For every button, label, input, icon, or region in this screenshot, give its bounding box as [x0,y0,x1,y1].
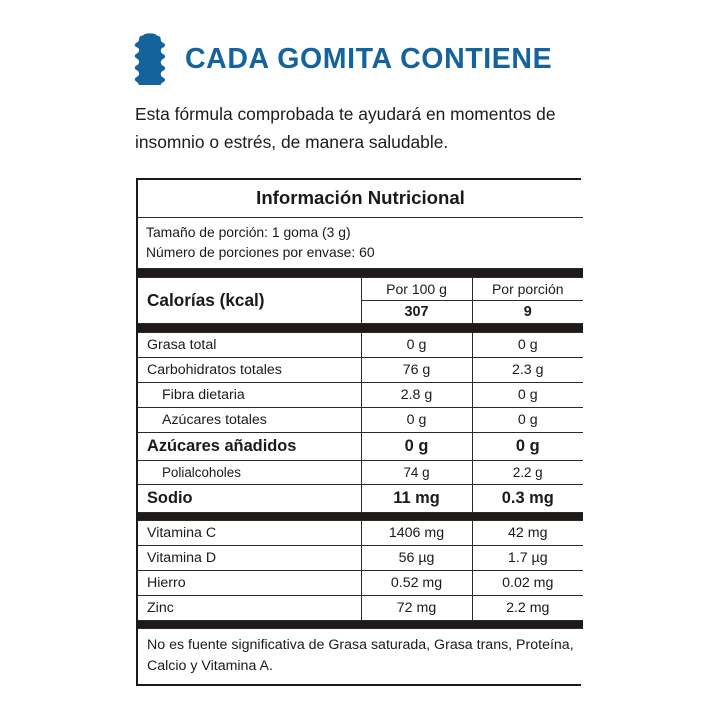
nutrient-name: Grasa total [138,333,361,358]
table-row [138,485,583,513]
calories-header-row [138,278,583,301]
nutrient-value-per-100g: 56 µg [361,546,472,571]
nutrient-value-per-portion: 0.3 mg [472,485,583,513]
nutrient-value-per-portion: 0 g [472,433,583,461]
footnote-text: No es fuente significativa de Grasa saturada, Grasa trans, Proteína, Calcio y Vitamina A. [138,629,583,684]
nutrient-value-per-100g: 0.52 mg [361,571,472,596]
table-row [138,433,583,461]
nutrition-facts-table [136,178,581,686]
nutrient-name: Hierro [138,571,361,596]
nutrient-value-per-100g: 74 g [361,461,472,485]
divider-bar-before-note [138,621,583,629]
nutrient-value-per-portion: 2.2 g [472,461,583,485]
section-header [133,33,552,85]
table-row [138,383,583,408]
table-row [138,521,583,546]
table-title-row [138,180,583,218]
table-row [138,358,583,383]
table-row [138,461,583,485]
column-header-per-100g: Por 100 g [361,278,472,301]
nutrient-value-per-100g: 76 g [361,358,472,383]
serving-info [138,218,583,269]
table-row [138,408,583,433]
nutrient-name: Fibra dietaria [138,383,361,408]
nutrient-name: Vitamina C [138,521,361,546]
divider-bar-after-serving [138,269,583,278]
calories-label: Calorías (kcal) [138,278,361,324]
table-row [138,596,583,621]
nutrient-name: Sodio [138,485,361,513]
table-title: Información Nutricional [138,180,583,218]
nutrient-name: Polialcoholes [138,461,361,485]
divider-bar-after-macros [138,513,583,521]
nutrient-value-per-100g: 0 g [361,433,472,461]
nutrient-name: Carbohidratos totales [138,358,361,383]
divider-bar-after-calories [138,324,583,333]
nutrient-value-per-portion: 1.7 µg [472,546,583,571]
nutrient-value-per-100g: 1406 mg [361,521,472,546]
nutrient-value-per-portion: 42 mg [472,521,583,546]
nutrient-value-per-portion: 0 g [472,333,583,358]
nutrient-value-per-portion: 0 g [472,408,583,433]
nutrient-value-per-portion: 2.3 g [472,358,583,383]
nutrient-value-per-100g: 11 mg [361,485,472,513]
calories-per-100g: 307 [361,301,472,324]
nutrient-value-per-100g: 72 mg [361,596,472,621]
nutrient-name: Azúcares totales [138,408,361,433]
gummy-bear-icon [133,33,167,85]
nutrient-name: Vitamina D [138,546,361,571]
nutrient-name: Zinc [138,596,361,621]
nutrient-value-per-100g: 2.8 g [361,383,472,408]
table-row [138,333,583,358]
footnote-row [138,629,583,684]
column-header-per-portion: Por porción [472,278,583,301]
table-row [138,546,583,571]
serving-info-row [138,218,583,269]
nutrient-value-per-portion: 0.02 mg [472,571,583,596]
nutrient-name: Azúcares añadidos [138,433,361,461]
intro-paragraph: Esta fórmula comprobada te ayudará en momentos de insomnio o estrés, de manera saludable. [135,104,556,153]
nutrient-value-per-portion: 2.2 mg [472,596,583,621]
table-row [138,571,583,596]
nutrient-value-per-100g: 0 g [361,333,472,358]
servings-per-container-line: Número de porciones por envase: 60 [146,243,375,260]
calories-per-portion: 9 [472,301,583,324]
serving-size-line: Tamaño de porción: 1 goma (3 g) [146,224,351,240]
nutrient-value-per-100g: 0 g [361,408,472,433]
nutrition-table-body [138,180,583,684]
page-title: CADA GOMITA CONTIENE [185,42,553,75]
nutrient-value-per-portion: 0 g [472,383,583,408]
